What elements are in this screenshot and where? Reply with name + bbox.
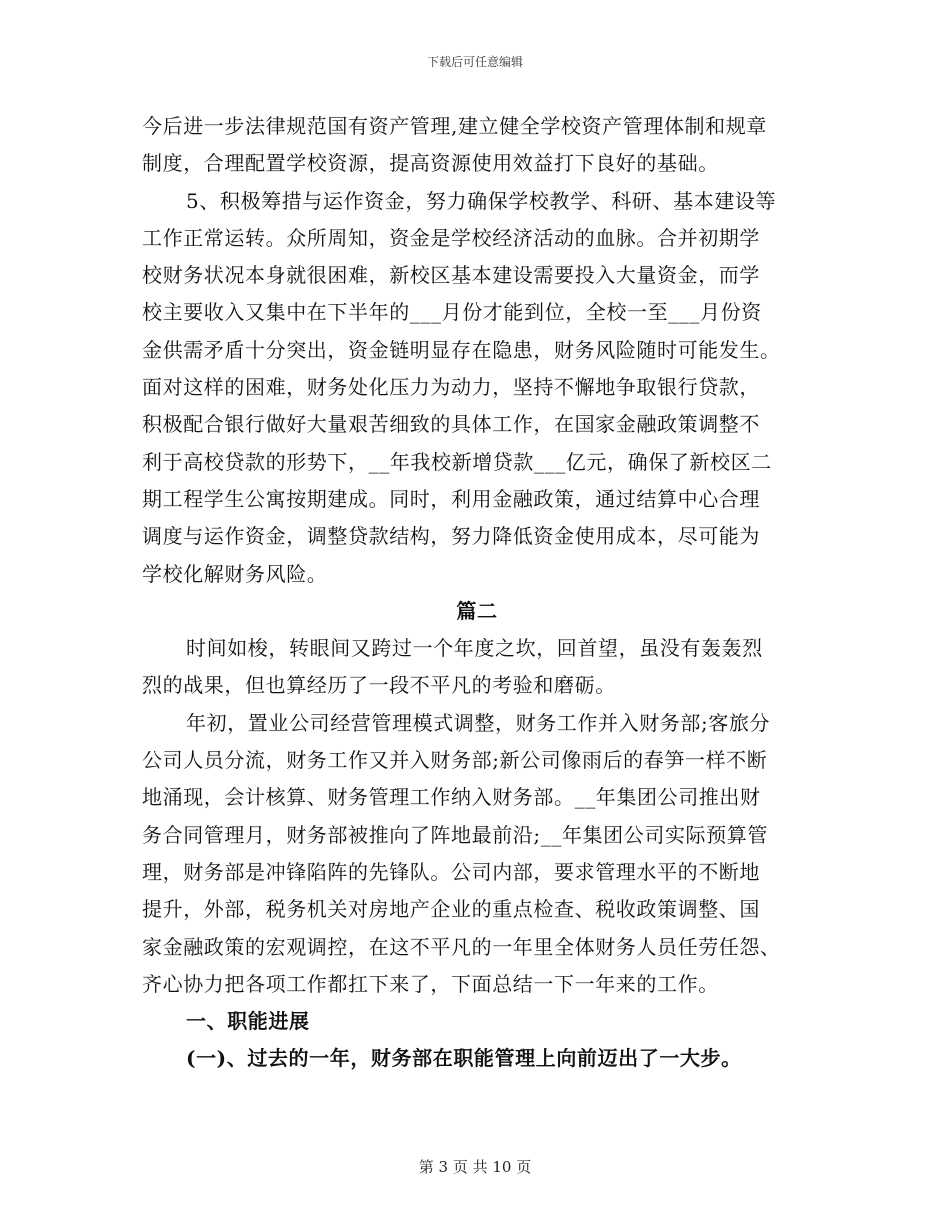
paragraph-line: 学校化解财务风险。 — [142, 561, 328, 586]
paragraph-line: 校主要收入又集中在下半年的___月份才能到位，全校一至___月份资 — [142, 300, 762, 325]
paragraph-line: 时间如梭，转眼间又跨过一个年度之坎，回首望，虽没有轰轰烈 — [186, 636, 763, 661]
paragraph-line: 齐心协力把各项工作都扛下来了，下面总结一下一年来的工作。 — [142, 971, 719, 996]
paragraph-line: 烈的战果，但也算经历了一段不平凡的考验和磨砺。 — [142, 673, 616, 698]
section-title: 篇二 — [456, 598, 498, 623]
document-body — [142, 108, 812, 1078]
page-header: 下载后可任意编辑 — [426, 55, 523, 69]
paragraph-line: 期工程学生公寓按期建成。同时，利用金融政策，通过结算中心合理 — [142, 486, 760, 511]
paragraph-line: 家金融政策的宏观调控，在这不平凡的一年里全体财务人员任劳任怨、 — [142, 934, 781, 959]
paragraph-line: 利于高校贷款的形势下，__年我校新增贷款___亿元，确保了新校区二 — [142, 449, 772, 474]
paragraph-line: 制度，合理配置学校资源，提高资源使用效益打下良好的基础。 — [142, 151, 719, 176]
paragraph-line: 金供需矛盾十分突出，资金链明显存在隐患，财务风险随时可能发生。 — [142, 337, 781, 362]
paragraph-line: 积极配合银行做好大量艰苦细致的具体工作，在国家金融政策调整不 — [142, 412, 760, 437]
paragraph-line: 调度与运作资金，调整贷款结构，努力降低资金使用成本，尽可能为 — [142, 524, 760, 549]
paragraph-line: 今后进一步法律规范国有资产管理,建立健全学校资产管理体制和规章 — [142, 114, 767, 138]
paragraph-line: 面对这样的困难，财务处化压力为动力，坚持不懈地争取银行贷款， — [142, 375, 760, 400]
paragraph-line: 地涌现，会计核算、财务管理工作纳入财务部。__年集团公司推出财 — [142, 785, 761, 810]
paragraph-line: 理，财务部是冲锋陷阵的先锋队。公司内部，要求管理水平的不断地 — [142, 859, 760, 884]
paragraph-line: 年初，置业公司经营管理模式调整，财务工作并入财务部;客旅分 — [186, 710, 771, 735]
paragraph-line: 公司人员分流，财务工作又并入财务部;新公司像雨后的春笋一样不断 — [142, 748, 768, 773]
heading-level-1: 一、职能进展 — [186, 1009, 310, 1034]
paragraph-line: 5、积极筹措与运作资金，努力确保学校教学、科研、基本建设等 — [186, 188, 777, 213]
page-footer: 第 3 页 共 10 页 — [418, 1158, 532, 1176]
paragraph-line: 提升，外部，税务机关对房地产企业的重点检查、税收政策调整、国 — [142, 897, 760, 922]
heading-level-2: (一)、过去的一年，财务部在职能管理上向前迈出了一大步。 — [186, 1046, 742, 1071]
paragraph-line: 工作正常运转。众所周知，资金是学校经济活动的血脉。合并初期学 — [142, 225, 760, 250]
paragraph-line: 校财务状况本身就很困难，新校区基本建设需要投入大量资金，而学 — [142, 263, 760, 288]
paragraph-line: 务合同管理月，财务部被推向了阵地最前沿;__年集团公司实际预算管 — [142, 822, 768, 847]
